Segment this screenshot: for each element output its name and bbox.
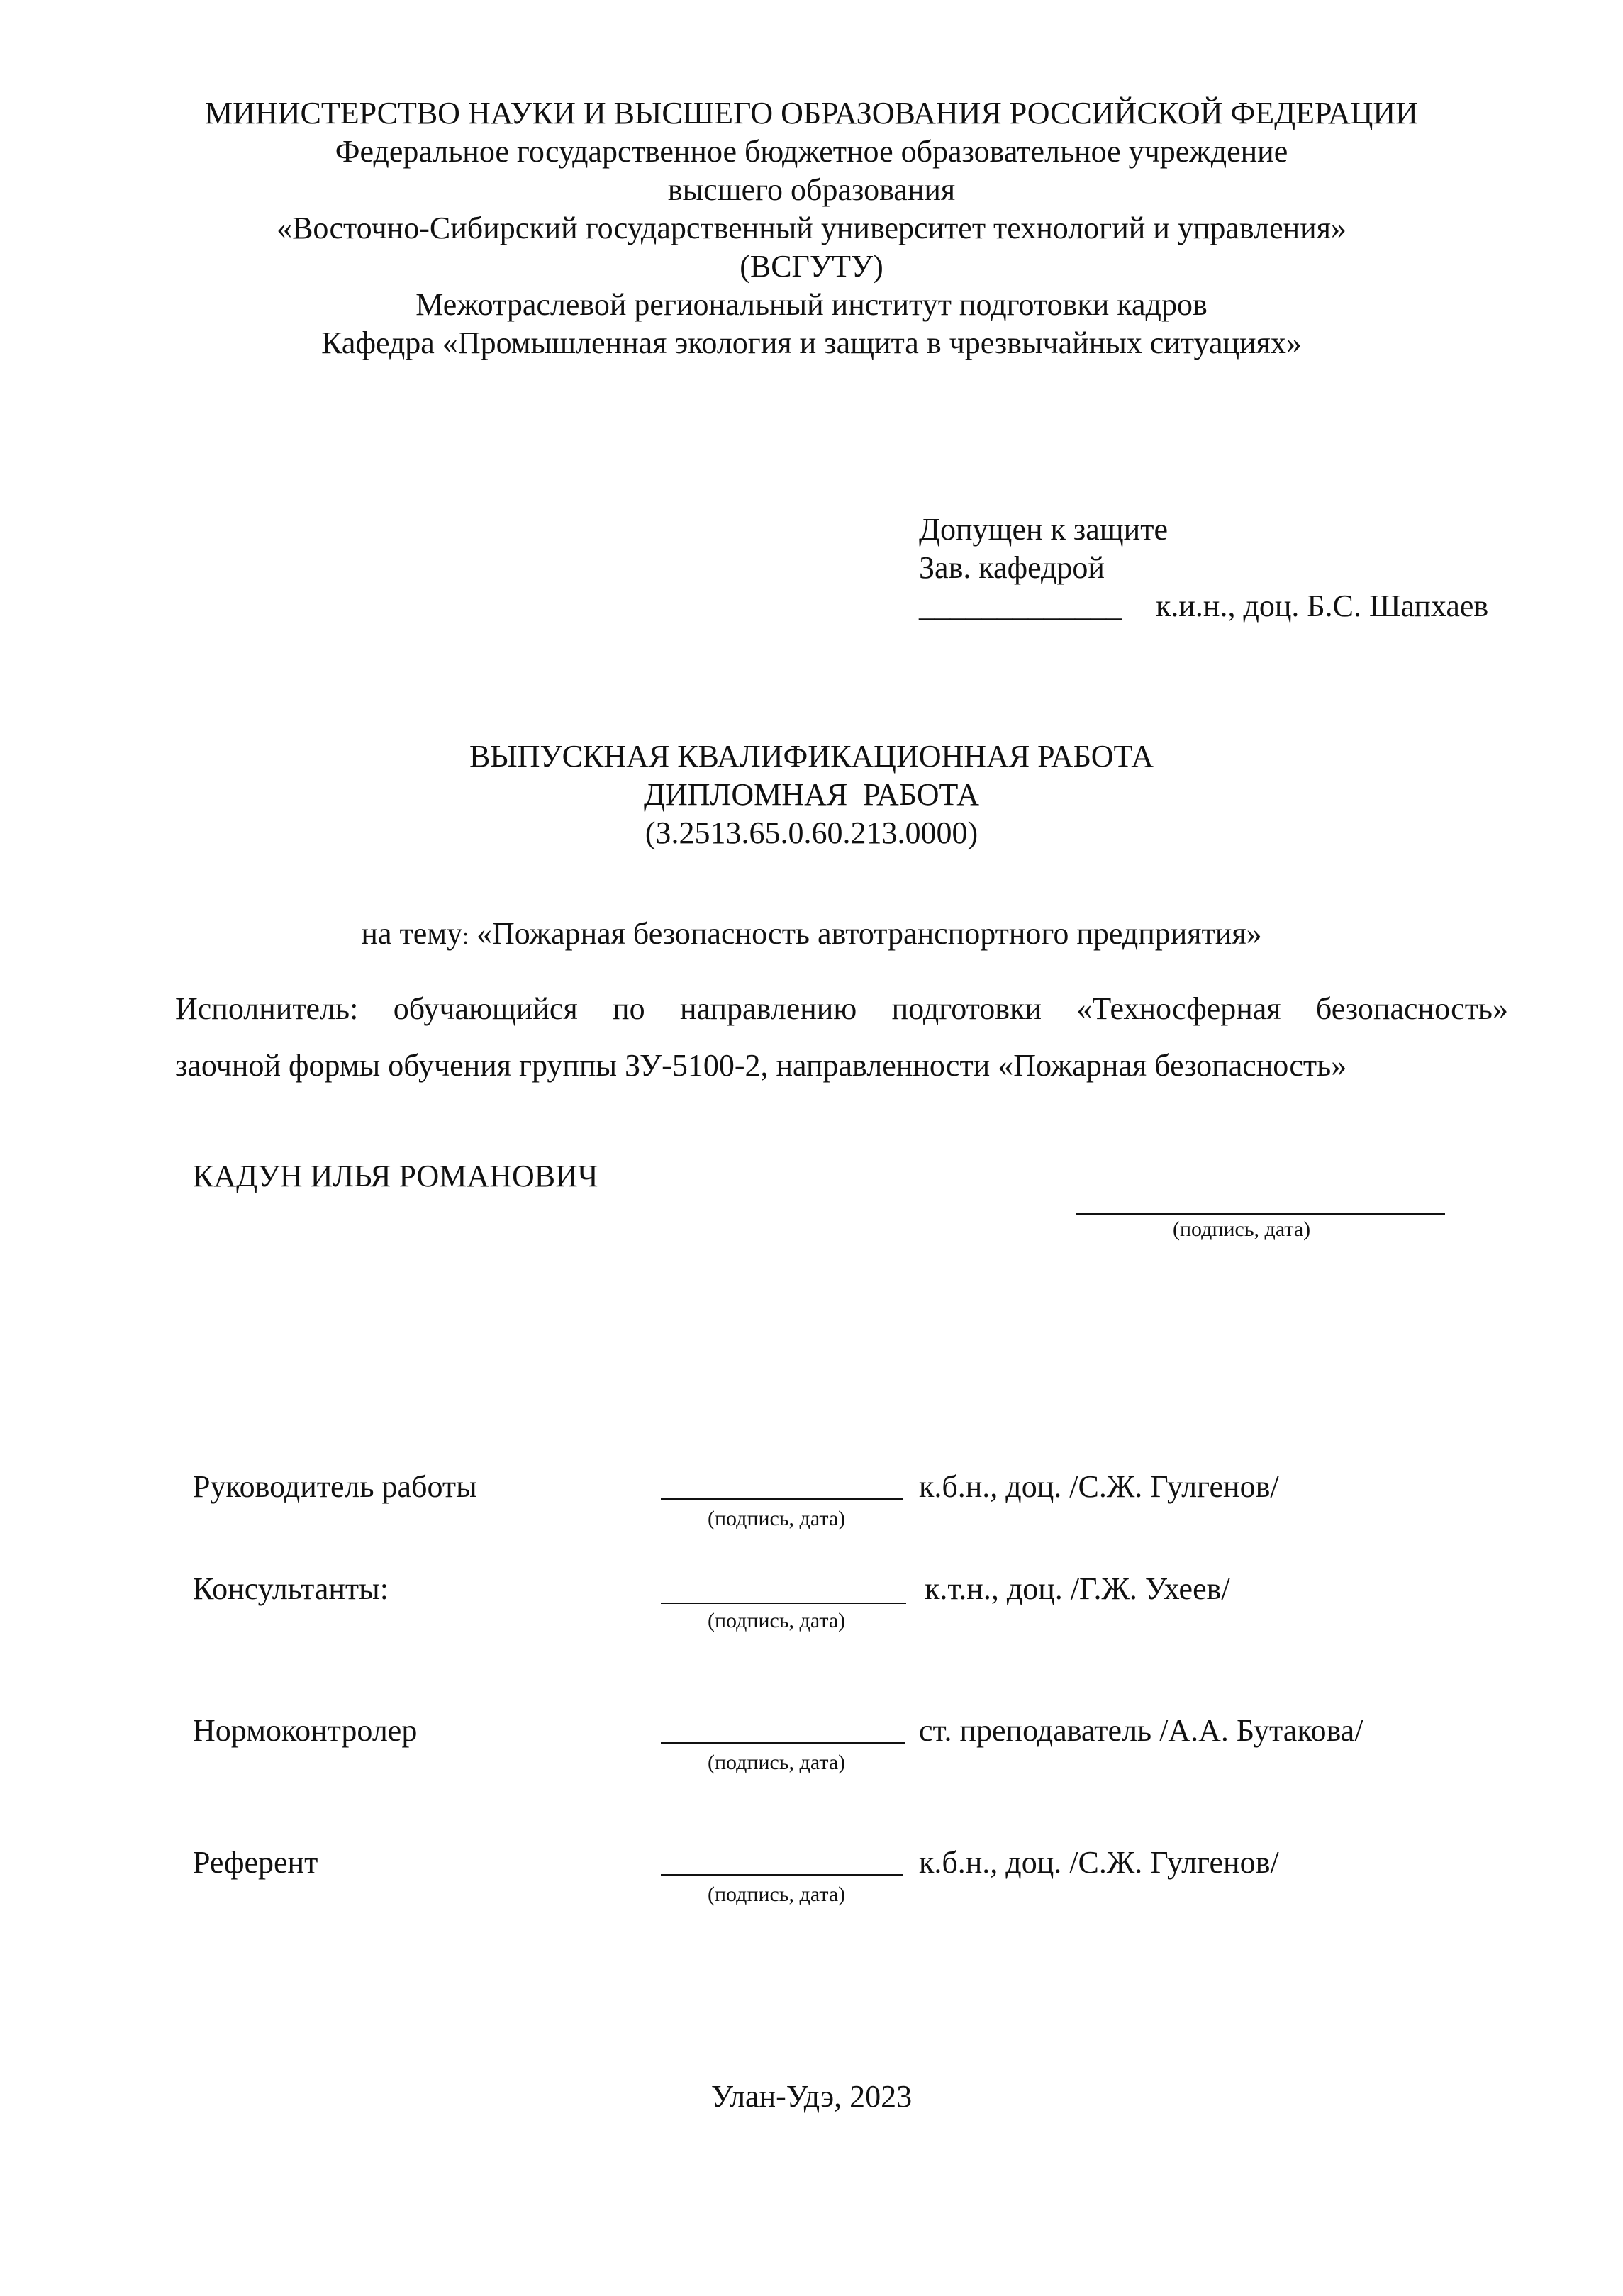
approval-line-2: Зав. кафедрой	[919, 550, 1105, 585]
ministry-line: МИНИСТЕРСТВО НАУКИ И ВЫСШЕГО ОБРАЗОВАНИЯ РОССИЙСКОЙ ФЕДЕРАЦИИ	[205, 96, 1418, 130]
consultants-person: к.т.н., доц. /Г.Ж. Ухеев/	[925, 1571, 1230, 1606]
consultants-signature-line	[661, 1603, 906, 1604]
work-code: (З.2513.65.0.60.213.0000)	[645, 815, 978, 850]
performer-line-2: заочной формы обучения группы ЗУ-5100-2, направленности «Пожарная безопасность»	[175, 1048, 1347, 1083]
department-line: Кафедра «Промышленная экология и защита в чрезвычайных ситуациях»	[321, 325, 1302, 360]
diploma-title: ДИПЛОМНАЯ РАБОТА	[643, 777, 980, 812]
university-line: «Восточно-Сибирский государственный университет технологий и управления»	[277, 211, 1346, 245]
approval-line-1: Допущен к защите	[919, 512, 1168, 547]
city-year: Улан-Удэ, 2023	[710, 2079, 913, 2114]
work-type-title: ВЫПУСКНАЯ КВАЛИФИКАЦИОННАЯ РАБОТА	[469, 739, 1154, 774]
institution-type-line: Федеральное государственное бюджетное образовательное учреждение	[335, 134, 1288, 169]
norm-controller-role: Нормоконтролер	[193, 1713, 418, 1748]
referent-signature-line	[661, 1874, 903, 1876]
approval-head: к.и.н., доц. Б.С. Шапхаев	[1156, 589, 1489, 623]
referent-signature-caption: (подпись, дата)	[708, 1883, 846, 1906]
norm-controller-person: ст. преподаватель /А.А. Бутакова/	[919, 1713, 1363, 1748]
topic-line	[0, 915, 1623, 955]
approval-signature-blank: _____________	[919, 589, 1122, 623]
performer-line-1: Исполнитель: обучающийся по направлению подготовки «Техносферная безопасность»	[175, 991, 1508, 1026]
education-level-line: высшего образования	[667, 172, 956, 207]
consultants-signature-caption: (подпись, дата)	[708, 1609, 846, 1632]
performer-signature-line	[1076, 1213, 1445, 1215]
institute-line: Межотраслевой региональный институт подготовки кадров	[415, 287, 1208, 322]
referent-role: Референт	[193, 1845, 318, 1880]
supervisor-signature-caption: (подпись, дата)	[708, 1507, 846, 1530]
norm-controller-signature-caption: (подпись, дата)	[708, 1751, 846, 1774]
performer-name: КАДУН ИЛЬЯ РОМАНОВИЧ	[193, 1159, 598, 1193]
topic-text: «Пожарная безопасность автотранспортного предприятия»	[476, 916, 1262, 951]
referent-person: к.б.н., доц. /С.Ж. Гулгенов/	[919, 1845, 1279, 1880]
supervisor-person: к.б.н., доц. /С.Ж. Гулгенов/	[919, 1469, 1279, 1504]
supervisor-signature-line	[661, 1498, 903, 1500]
topic-colon: :	[462, 923, 469, 949]
abbreviation-line: (ВСГУТУ)	[740, 249, 883, 284]
performer-signature-caption: (подпись, дата)	[1173, 1217, 1311, 1241]
topic-prefix: на тему	[361, 916, 463, 951]
supervisor-role: Руководитель работы	[193, 1469, 477, 1504]
norm-controller-signature-line	[661, 1742, 905, 1744]
consultants-role: Консультанты:	[193, 1571, 389, 1606]
